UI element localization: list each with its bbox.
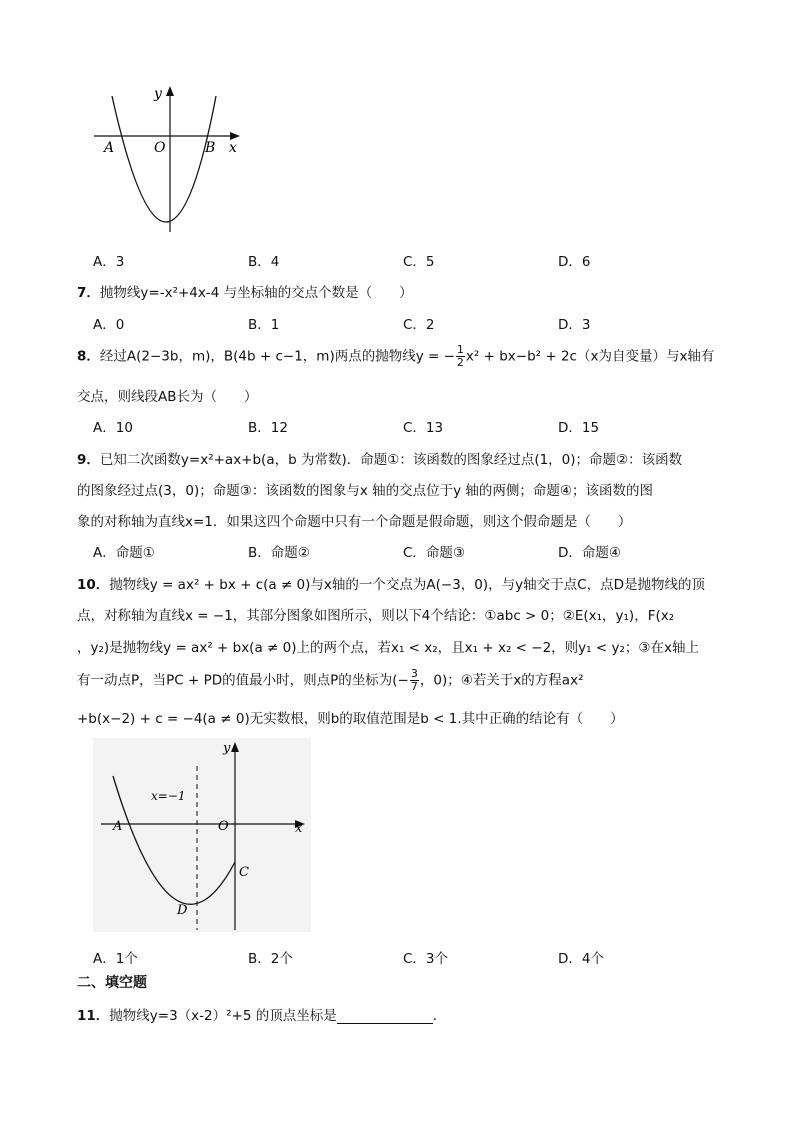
q9-stem-line1 xyxy=(77,448,682,468)
figure-background xyxy=(93,738,311,932)
fig1-label-y: y xyxy=(154,86,162,102)
q11-answer-blank[interactable] xyxy=(337,1009,433,1024)
q6-option-c[interactable]: C．5 xyxy=(403,254,435,270)
q8-frac-num: 1 xyxy=(456,343,464,356)
q7-option-b[interactable]: B．1 xyxy=(248,317,280,333)
fig2-label-axis: x=−1 xyxy=(151,789,186,803)
q9-option-d[interactable]: D．命题④ xyxy=(558,545,621,561)
q10-option-b[interactable]: B．2个 xyxy=(248,951,293,967)
q10-text-line1: 抛物线y = ax² + bx + c(a ≠ 0)与x轴的一个交点为A(−3，0)，与y轴交于点C，点D是抛物线的顶 xyxy=(109,577,705,593)
q7-number: 7． xyxy=(77,285,100,301)
q11-end: ． xyxy=(432,1008,447,1024)
q8-number: 8． xyxy=(77,348,100,365)
q10-option-c[interactable]: C．3个 xyxy=(403,951,449,967)
fig2-label-A: A xyxy=(113,819,123,834)
q7-option-a[interactable]: A．0 xyxy=(93,317,125,333)
q10-stem-line1 xyxy=(77,573,705,593)
q8-stem-line1 xyxy=(77,344,714,369)
q10-stem-line2: 点，对称轴为直线x = −1，其部分图象如图所示，则以下4个结论：①abc > 0；②E(x₁，y₁)，F(x₂ xyxy=(77,608,675,624)
q11-number: 11． xyxy=(77,1008,110,1024)
q10-frac-num: 3 xyxy=(410,667,418,680)
q8-frac-den: 2 xyxy=(456,356,464,369)
q10-frac-den: 7 xyxy=(410,680,418,693)
fig1-label-x: x xyxy=(229,140,237,156)
q9-option-b[interactable]: B．命题② xyxy=(248,545,310,561)
y-axis-arrow xyxy=(166,86,174,96)
fig1-label-O: O xyxy=(154,140,166,156)
fig1-label-B: B xyxy=(205,140,216,156)
fig2-label-C: C xyxy=(239,865,249,880)
q6-option-a[interactable]: A．3 xyxy=(93,254,125,270)
q9-number: 9． xyxy=(77,452,100,468)
q7-option-d[interactable]: D．3 xyxy=(558,317,591,333)
q10-stem-line4 xyxy=(77,668,583,693)
fig2-label-D: D xyxy=(177,903,188,918)
section-title: 二、填空题 xyxy=(77,975,147,991)
q6-option-d[interactable]: D．6 xyxy=(558,254,591,270)
q7-option-c[interactable]: C．2 xyxy=(403,317,435,333)
q9-option-c[interactable]: C．命题③ xyxy=(403,545,466,561)
q9-stem-line3: 象的对称轴为直线x=1．如果这四个命题中只有一个命题是假命题，则这个假命题是（ ） xyxy=(77,514,632,530)
q10-text-line4-part2: ，0)；④若关于x的方程ax² xyxy=(419,672,584,689)
q11-text: 抛物线y=3（x-2）²+5 的顶点坐标是 xyxy=(109,1008,337,1024)
q8-option-a[interactable]: A．10 xyxy=(93,420,133,436)
x-axis-arrow xyxy=(230,132,240,140)
q10-option-a[interactable]: A．1个 xyxy=(93,951,138,967)
q9-option-a[interactable]: A．命题① xyxy=(93,545,155,561)
parabola-figure-2 xyxy=(93,738,311,932)
parabola-curve xyxy=(112,96,216,222)
q8-text-part2: x² + bx−b² + 2c（x为自变量）与x轴有 xyxy=(465,348,715,365)
q10-number: 10． xyxy=(77,577,110,593)
q8-fraction xyxy=(456,344,465,369)
q6-option-b[interactable]: B．4 xyxy=(248,254,280,270)
fig2-label-y: y xyxy=(223,741,231,756)
fig2-label-O: O xyxy=(218,819,229,834)
q8-option-b[interactable]: B．12 xyxy=(248,420,288,436)
parabola-figure-1 xyxy=(88,82,248,238)
q9-stem-line2: 的图象经过点(3，0)；命题③：该函数的图象与x 轴的交点位于y 轴的两侧；命题④；该函数的图 xyxy=(77,483,653,499)
fig1-label-A: A xyxy=(104,140,115,156)
q8-option-d[interactable]: D．15 xyxy=(558,420,600,436)
q10-stem-line3: ，y₂)是抛物线y = ax² + bx(a ≠ 0)上的两个点，若x₁ < x₂，且x₁ + x₂ < −2，则y₁ < y₂；③在x轴上 xyxy=(77,640,699,656)
q11-stem xyxy=(77,1004,446,1024)
q8-stem-line2: 交点，则线段AB长为（ ） xyxy=(77,389,258,405)
fig2-label-x: x xyxy=(295,821,303,836)
q10-fraction xyxy=(410,668,419,693)
q9-text-line1: 已知二次函数y=x²+ax+b(a，b 为常数)．命题①：该函数的图象经过点(1，0)；命题②：该函数 xyxy=(99,452,683,468)
q7-text: 抛物线y=-x²+4x-4 与坐标轴的交点个数是（ ） xyxy=(99,285,413,301)
q8-text-part1: 经过A(2−3b，m)，B(4b + c−1，m)两点的抛物线y = − xyxy=(99,348,455,365)
q10-stem-line5: +b(x−2) + c = −4(a ≠ 0)无实数根，则b的取值范围是b < 1.其中正确的结论有（ ） xyxy=(77,711,624,727)
q10-text-line4-part1: 有一动点P，当PC + PD的值最小时，则点P的坐标为(− xyxy=(77,672,409,689)
q8-option-c[interactable]: C．13 xyxy=(403,420,444,436)
q7-stem xyxy=(77,281,413,301)
q10-option-d[interactable]: D．4个 xyxy=(558,951,604,967)
